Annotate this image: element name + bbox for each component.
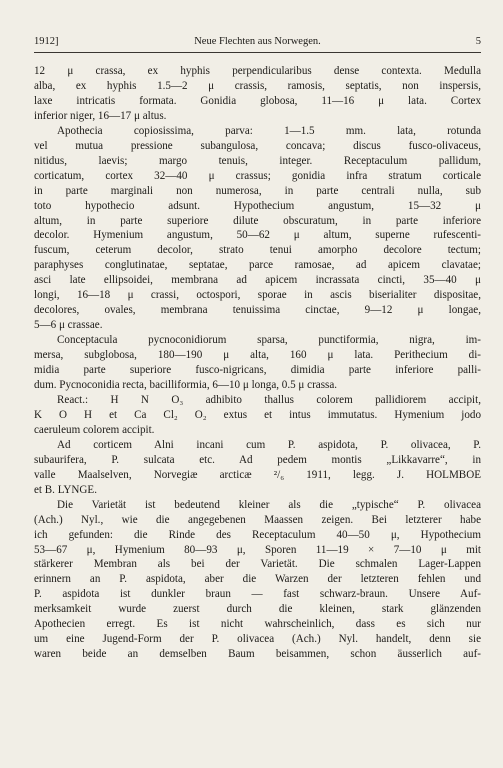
body-text <box>34 64 481 662</box>
text-line: laxe intricatis formata. Gonidia globosa, 11—16 μ lata. Cortex <box>34 94 481 107</box>
text-line: Die Varietät ist bedeutend kleiner als die „typische“ P. olivacea <box>57 498 481 511</box>
text-line: toto hypothecio adsunt. Hypothecium angustum, 15—32 μ <box>34 199 481 212</box>
text-line: nitidus, laevis; margo tenuis, integer. Receptaculum pallidum, <box>34 154 481 167</box>
text-line: ich gefunden: die Rinde des Receptaculum 40—50 μ, Hypothecium <box>34 528 481 541</box>
text-line: Apothecien erregt. Es ist nicht wahrscheinlich, dass es sich nur <box>34 618 481 631</box>
text-line: 53—67 μ, Hymenium 80—93 μ, Sporen 11—19 × 7—10 μ mit <box>34 543 481 556</box>
text-line: Ad corticem Alni incani cum P. aspidota, P. olivacea, P. <box>57 438 481 451</box>
header-year: 1912] <box>34 36 59 47</box>
text-line: decolores, ovales, membrana tenuissima cinctae, 9—12 μ longae, <box>34 304 481 317</box>
text-line: longi, 16—18 μ crassi, octospori, sporae in ascis biserialiter dispositae, <box>34 289 481 302</box>
text-line: alba, ex hyphis 1.5—2 μ crassis, ramosis, septatis, non inspersis, <box>34 79 481 92</box>
text-line: 5—6 μ crassae. <box>34 319 103 332</box>
text-line: Conceptacula pycnoconidiorum sparsa, punctiformia, nigra, im- <box>57 334 481 347</box>
text-line: corticatum, cortex 32—40 μ crassus; gonidia infra stratum corticale <box>34 169 481 182</box>
text-line: subaurifera, P. sulcata etc. Ad pedem montis „Likkavarre“, in <box>34 453 481 466</box>
text-line: dum. Pycnoconidia recta, bacilliformia, 6—10 μ longa, 0.5 μ crassa. <box>34 379 338 392</box>
text-line: inferior niger, 16—17 μ altus. <box>34 109 167 122</box>
text-line: in parte marginali non numerosa, in parte centrali nulla, sub <box>34 184 481 197</box>
text-line: (Ach.) Nyl., wie die angegebenen Maassen zeigen. Bei letzterer habe <box>34 513 481 526</box>
text-line: waren beide an demselben Baum beisammen, schon äusserlich auf- <box>34 648 481 661</box>
text-line: mersa, subglobosa, 180—190 μ alta, 160 μ lata. Perithecium di- <box>34 349 481 362</box>
text-line: fuscum, ceterum decolor, strato tenui amorpho decolore tectum; <box>34 244 481 257</box>
page-number: 5 <box>475 36 481 47</box>
text-line: valle Maalselven, Norvegiæ arcticæ ²/₆ 1911, legg. J. HOLMBOE <box>34 468 481 481</box>
text-line: asci late ellipsoidei, membrana ad apicem incrassata cincti, 35—40 μ <box>34 274 481 287</box>
text-line: React.: H N O₃ adhibito thallus colorem pallidiorem accipit, <box>57 393 481 406</box>
text-line: 12 μ crassa, ex hyphis perpendicularibus dense contexta. Medulla <box>34 65 481 77</box>
text-line: Apothecia copiosissima, parva: 1—1.5 mm. lata, rotunda <box>57 124 481 137</box>
header-rule <box>34 52 481 53</box>
text-line: et B. LYNGE. <box>34 483 97 496</box>
text-line: altum, in parte superiore dilute obscuratum, in parte inferiore <box>34 214 481 227</box>
text-line: caeruleum colorem accipit. <box>34 423 155 436</box>
text-line: um eine Jugend-Form der P. olivacea (Ach.) Nyl. handelt, denn sie <box>34 633 481 646</box>
text-line: erinnern an P. aspidota, aber die Warzen der letzteren fehlen und <box>34 573 481 586</box>
text-line: stärkerer Membran als bei der Varietät. Die schmalen Lager-Lappen <box>34 558 481 571</box>
text-line: midia parte superiore fusco-nigricans, dimidia parte inferiore palli- <box>34 364 481 377</box>
text-line: vel mutua pressione subangulosa, concava; discus fusco-olivaceus, <box>34 139 481 152</box>
text-line: P. aspidota ist dunkler braun — fast schwarz-braun. Unsere Auf- <box>34 588 481 601</box>
text-line: K O H et Ca Cl₂ O₂ extus et intus immutatus. Hymenium jodo <box>34 408 481 421</box>
text-line: paraphyses conglutinatae, septatae, parce ramosae, ad apicem clavatae; <box>34 259 481 272</box>
text-line: decolor. Hymenium angustum, 50—62 μ altum, superne rufescenti- <box>34 229 481 242</box>
text-line: merksamkeit wurde zuerst durch die kleinen, stark glänzenden <box>34 603 481 616</box>
running-title: Neue Flechten aus Norwegen. <box>194 36 321 47</box>
running-header <box>34 36 481 47</box>
